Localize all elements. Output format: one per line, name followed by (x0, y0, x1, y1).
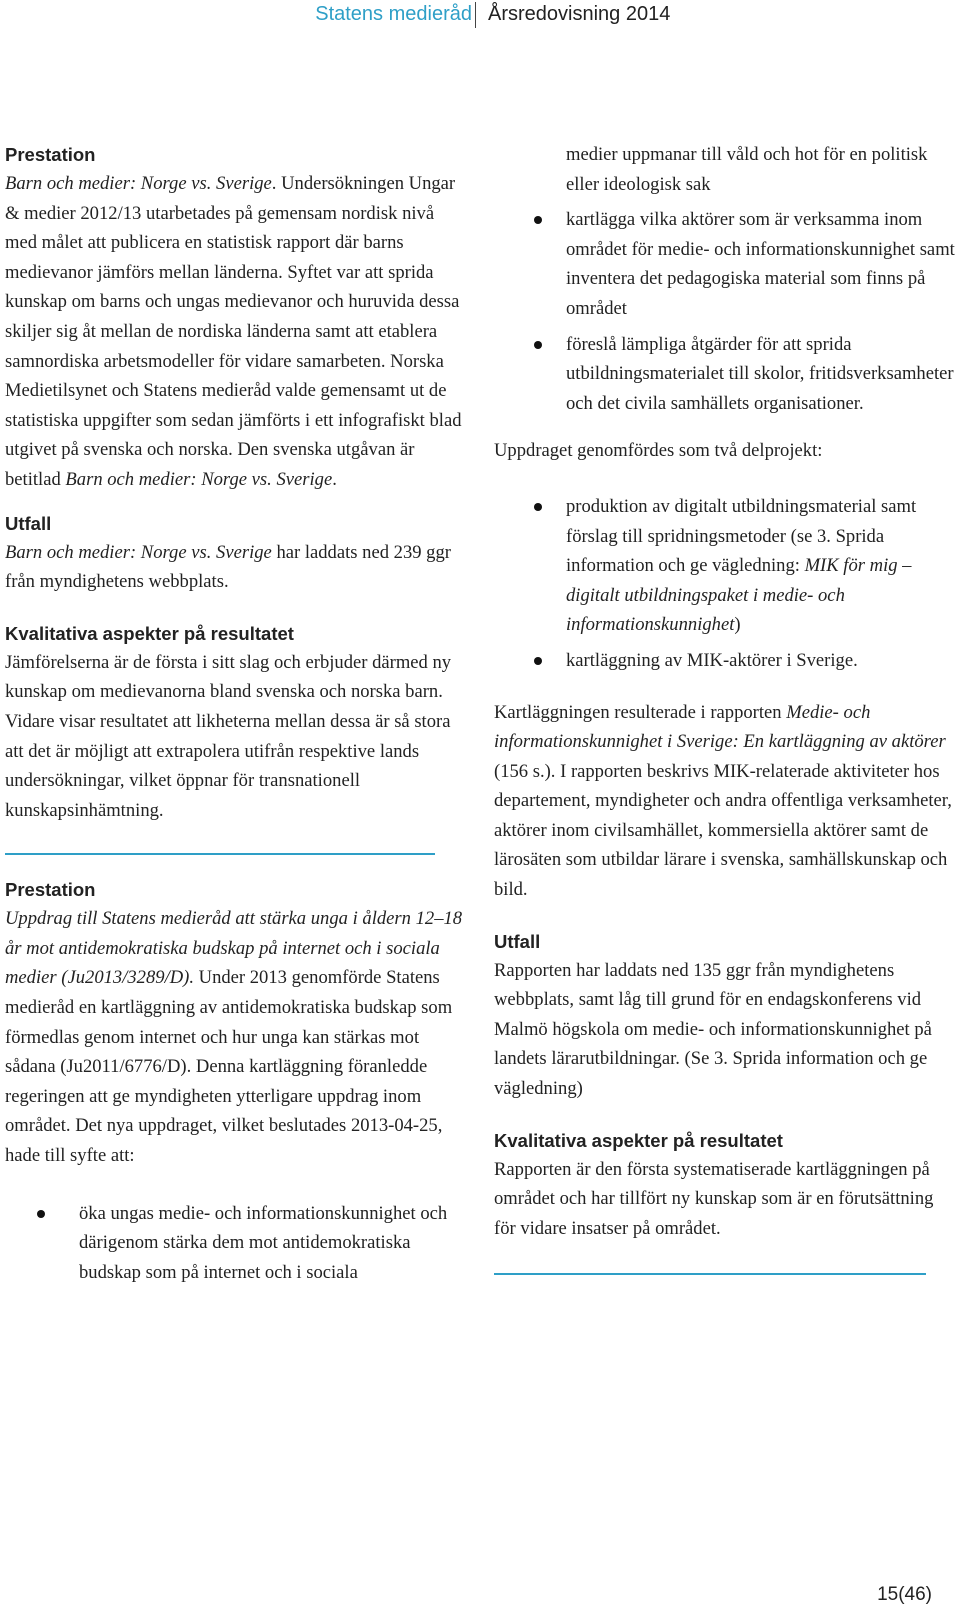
list-item: kartlägga vilka aktörer som är verksamma inom området för medie- och informationskunnighet samt inventera det pedagogiska material som finns på området (510, 205, 955, 323)
list-item: medier uppmanar till våld och hot för en politisk eller ideologisk sak (566, 144, 928, 195)
syfte-bullet-list (5, 1199, 465, 1288)
section-heading-prestation-1: Prestation (5, 144, 96, 165)
bullet-icon (534, 503, 542, 511)
page-number: 15(46) (877, 1584, 932, 1605)
section-heading-kvalitativa-1: Kvalitativa aspekter på resultatet (5, 622, 294, 644)
section-heading-utfall-1: Utfall (5, 512, 52, 534)
section-heading-utfall-2: Utfall (494, 930, 541, 952)
kartlaggning-paragraph: Kartläggningen resulterade i rapporten Medie- och informationskunnighet i Sverige: En kartläggning av aktörer (156 s.). I rapporten beskrivs MIK-relaterade aktiviteter hos departement, myndigheter och andra offentliga verksamheter, aktörer inom civilsamhället, kommersiella aktörer samt de lärosäten som utbildar lärare i svenska, samhällskunskap och bild. (494, 701, 952, 901)
syfte-bullet-list-continued (510, 140, 955, 418)
document-title: Årsredovisning 2014 (488, 3, 671, 25)
utfall-2-paragraph: Rapporten har laddats ned 135 ggr från myndighetens webbplats, samt låg till grund för en endagskonferens vid Malmö högskola om medie- och informationskunnighet på landets lärarutbildningar. (Se 3. Sprida information och ge vägledning) (494, 959, 932, 1100)
bullet-icon (534, 657, 542, 665)
left-column (5, 140, 465, 1287)
delprojekt-intro: Uppdraget genomfördes som två delprojekt: (494, 440, 823, 462)
prestation-2-paragraph: Uppdrag till Statens medieråd att stärka unga i åldern 12–18 år mot antidemokratiska budskap på internet och i sociala medier (Ju2013/3289/D). Under 2013 genomförde Statens medieråd en kartläggning av antidemokratiska budskap som förmedlas genom internet och hur unga kan stärkas mot sådana (Ju2011/6776/D). Denna kartläggning föranledde regeringen att ge myndigheten ytterligare uppdrag inom området. Det nya uppdraget, vilket beslutades 2013-04-25, hade till syfte att: (5, 908, 463, 1167)
header-divider (475, 2, 476, 28)
kvalitativa-2-paragraph: Rapporten är den första systematiserade kartläggningen på området och har tillfört ny kunskap som är en förutsättning för vidare insatser på området. (494, 1158, 934, 1239)
bullet-icon (534, 341, 542, 349)
report-title-italic: Barn och medier: Norge vs. Sverige (65, 468, 333, 490)
list-item: föreslå lämpliga åtgärder för att sprida utbildningsmaterialet till skolor, fritidsverksamheter och det civila samhällets organisationer. (510, 330, 955, 419)
organization-name: Statens medieråd (315, 3, 472, 25)
list-item: öka ungas medie- och informationskunnighet och därigenom stärka dem mot antidemokratiska budskap som på internet och i sociala (5, 1199, 465, 1288)
report-title-italic: Barn och medier: Norge vs. Sverige (5, 173, 272, 194)
utfall-1-paragraph: Barn och medier: Norge vs. Sverige har laddats ned 239 ggr från myndighetens webbplats. (5, 541, 451, 593)
right-column (494, 140, 955, 1275)
page-header (0, 0, 960, 34)
section-heading-prestation-2: Prestation (5, 879, 96, 901)
list-item: produktion av digitalt utbildningsmaterial samt förslag till spridningsmetoder (se 3. Sprida information och ge vägledning: MIK för mig – digitalt utbildningspaket i medie- och informationskunnighet) (510, 492, 955, 640)
section-heading-kvalitativa-2: Kvalitativa aspekter på resultatet (494, 1129, 783, 1151)
list-item: kartläggning av MIK-aktörer i Sverige. (510, 646, 955, 676)
delprojekt-bullet-list (510, 492, 955, 676)
bullet-icon (37, 1210, 45, 1218)
bullet-icon (534, 216, 542, 224)
section-divider (494, 1273, 926, 1275)
kvalitativa-1-paragraph: Jämförelserna är de första i sitt slag och erbjuder därmed ny kunskap om medievanorna bland svenska och norska barn. Vidare visar resultatet att likheterna mellan dessa är så stora att det är möjligt att extrapolera utifrån respektive lands undersökningar, vilket öppnar för transnationell kunskapsinhämtning. (5, 651, 452, 821)
prestation-1-paragraph: Barn och medier: Norge vs. Sverige. Undersökningen Ungar & medier 2012/13 utarbetades på gemensam nordisk nivå med målet att publicera en statistisk rapport där barns medievanor jämförs mellan länderna. Syftet var att sprida kunskap om barns och ungas medievanor och huruvida dessa skiljer sig åt mellan de nordiska länderna samt att etablera samnordiska arbetsmodeller för vidare samarbeten. Norska Medietilsynet och Statens medieråd valde gemensamt ut de statistiska uppgifter som sedan jämförts i ett infografiskt blad utgivet på svenska och norska. Den svenska utgåvan är betitlad Barn och medier: Norge vs. Sverige. (5, 173, 462, 490)
